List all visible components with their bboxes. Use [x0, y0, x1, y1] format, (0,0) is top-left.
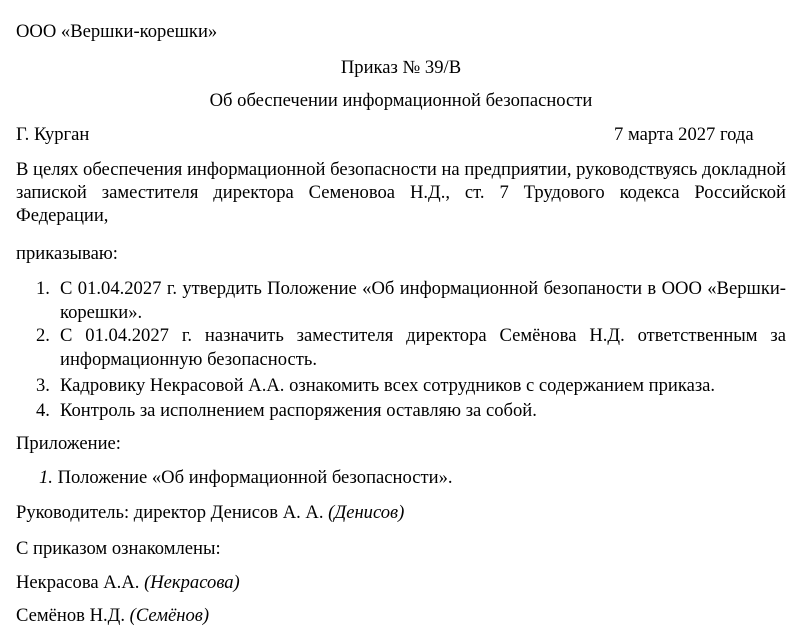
order-item-text: Кадровику Некрасовой А.А. ознакомить всех сотрудников с содержанием приказа.: [60, 375, 716, 396]
order-item-number: 3.: [36, 375, 50, 396]
acquainted-row: [16, 605, 209, 627]
acquainted-signature: (Некрасова): [144, 572, 240, 593]
order-item: [36, 324, 786, 371]
preamble-paragraph: В целях обеспечения информационной безопасности на предприятии, руководствуясь докладной запиской заместителя директора Семеновоа Н.Д., ст. 7 Трудового кодекса Российской Федерации,: [16, 159, 786, 226]
head-signature-line: [16, 502, 404, 524]
order-subject: Об обеспечении информационной безопасности: [209, 90, 593, 111]
head-label: Руководитель: директор Денисов А. А.: [16, 502, 324, 523]
order-item-text: Контроль за исполнением распоряжения оставляю за собой.: [60, 400, 537, 421]
order-city: Г. Курган: [16, 124, 90, 145]
order-item: [36, 277, 786, 324]
order-item: [36, 399, 786, 423]
acquainted-row: [16, 572, 240, 594]
order-date: 7 марта 2027 года: [614, 124, 754, 145]
order-item: [36, 374, 786, 398]
acquainted-label: С приказом ознакомлены:: [16, 538, 221, 559]
attachment-text: Положение «Об информационной безопасности».: [57, 467, 453, 488]
order-item-number: 1.: [36, 278, 50, 299]
head-signature: (Денисов): [328, 502, 405, 523]
order-item-text: С 01.04.2027 г. утвердить Положение «Об информационной безопаности в ООО «Вершки-корешки».: [60, 278, 786, 323]
acquainted-name: Некрасова А.А.: [16, 572, 140, 593]
acquainted-name: Семёнов Н.Д.: [16, 605, 125, 626]
order-word: приказываю:: [16, 243, 118, 264]
acquainted-signature: (Семёнов): [129, 605, 210, 626]
order-title: Приказ № 39/В: [340, 57, 462, 78]
attachment-item: [39, 467, 453, 489]
order-item-text: С 01.04.2027 г. назначить заместителя директора Семёнова Н.Д. ответственным за информационную безопасность.: [60, 325, 786, 370]
attachment-number: 1.: [39, 467, 53, 488]
order-item-number: 4.: [36, 400, 50, 421]
order-item-number: 2.: [36, 325, 50, 346]
company-name: ООО «Вершки-корешки»: [16, 21, 218, 42]
attachment-label: Приложение:: [16, 433, 121, 454]
